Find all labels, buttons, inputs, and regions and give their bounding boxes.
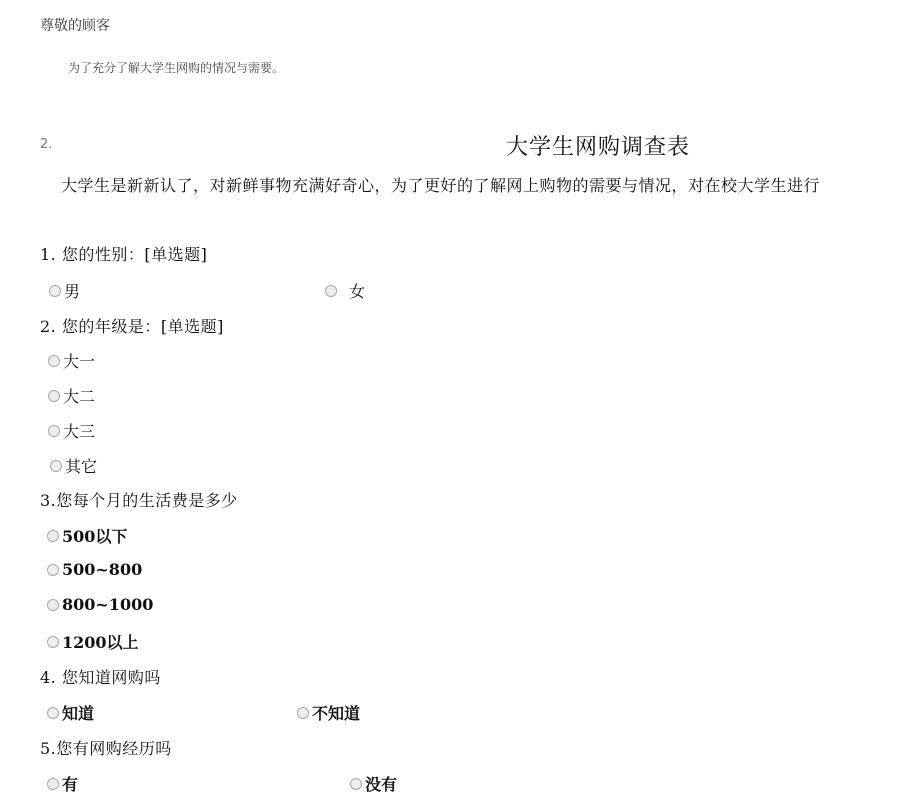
option-gender-male[interactable] xyxy=(49,279,80,302)
radio-icon[interactable] xyxy=(48,355,60,367)
option-label: 500~800 xyxy=(62,560,143,579)
radio-icon[interactable] xyxy=(325,285,337,297)
option-experience-no[interactable] xyxy=(350,772,397,795)
option-label: 大二 xyxy=(63,387,96,406)
option-label: 800~1000 xyxy=(62,595,154,614)
radio-icon[interactable] xyxy=(48,390,60,402)
option-label: 有 xyxy=(62,775,79,794)
radio-icon[interactable] xyxy=(47,530,59,542)
option-label: 不知道 xyxy=(312,704,361,723)
radio-icon[interactable] xyxy=(47,636,59,648)
radio-icon[interactable] xyxy=(49,285,61,297)
option-label: 大一 xyxy=(63,352,96,371)
salutation: 尊敬的顾客 xyxy=(40,18,110,34)
option-budget-800-1000[interactable] xyxy=(47,595,153,614)
option-gender-female[interactable] xyxy=(325,279,365,302)
option-label: 没有 xyxy=(365,775,398,794)
question-3: 3.您每个月的生活费是多少 xyxy=(40,491,238,510)
question-5: 5.您有网购经历吗 xyxy=(40,739,172,758)
question-4: 4. 您知道网购吗 xyxy=(40,668,161,687)
question-1: 1. 您的性别：[单选题] xyxy=(40,245,208,264)
option-label: 女 xyxy=(349,282,366,301)
option-grade-other[interactable] xyxy=(50,454,97,477)
option-budget-over-1200[interactable] xyxy=(47,630,139,653)
option-label: 知道 xyxy=(62,704,95,723)
section-number: 2. xyxy=(40,137,53,152)
option-label: 500以下 xyxy=(62,527,128,546)
radio-icon[interactable] xyxy=(47,778,59,790)
option-budget-under-500[interactable] xyxy=(47,524,127,547)
survey-description: 大学生是新新认了，对新鲜事物充满好奇心，为了更好的了解网上购物的需要与情况，对在校大学生进行 xyxy=(61,176,821,195)
radio-icon[interactable] xyxy=(297,707,309,719)
option-grade-2[interactable] xyxy=(48,384,95,407)
option-grade-3[interactable] xyxy=(48,419,95,442)
radio-icon[interactable] xyxy=(50,460,62,472)
option-experience-yes[interactable] xyxy=(47,772,78,795)
question-2: 2. 您的年级是：[单选题] xyxy=(40,317,224,336)
option-grade-1[interactable] xyxy=(48,349,95,372)
option-know-no[interactable] xyxy=(297,701,360,724)
radio-icon[interactable] xyxy=(47,599,59,611)
option-know-yes[interactable] xyxy=(47,701,94,724)
option-budget-500-800[interactable] xyxy=(47,560,142,579)
radio-icon[interactable] xyxy=(47,564,59,576)
option-label: 其它 xyxy=(65,457,98,476)
intro-text: 为了充分了解大学生网购的情况与需要。 xyxy=(68,61,285,75)
radio-icon[interactable] xyxy=(47,707,59,719)
option-label: 大三 xyxy=(63,422,96,441)
option-label: 男 xyxy=(64,282,81,301)
radio-icon[interactable] xyxy=(350,778,362,790)
survey-title: 大学生网购调查表 xyxy=(506,135,691,160)
option-label: 1200以上 xyxy=(62,633,139,652)
radio-icon[interactable] xyxy=(48,425,60,437)
